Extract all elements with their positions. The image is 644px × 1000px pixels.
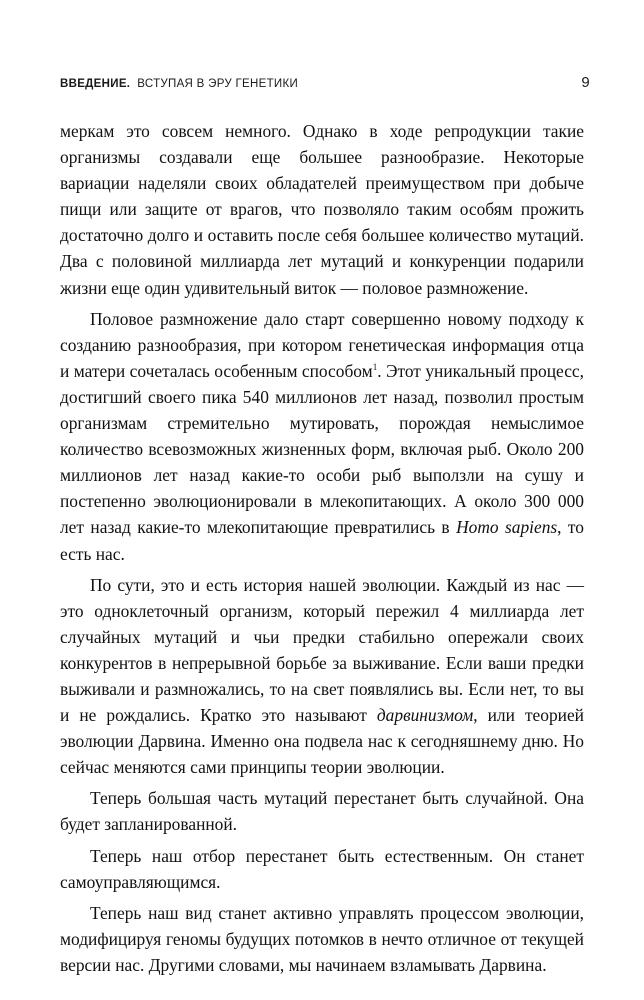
paragraph-5: Теперь наш отбор перестанет быть естественным. Он станет самоуправляющимся. — [60, 845, 584, 892]
body-text — [60, 118, 584, 983]
paragraph-6: Теперь наш вид станет активно управлять процессом эволюции, модифицируя геномы будущих потомков в нечто отличное от текущей версии нас. Другими словами, мы начинаем взламывать Дарвина. — [60, 902, 584, 975]
running-header — [60, 74, 590, 100]
paragraph-2-part-b: . Этот уникальный процесс, достигший своего пика 540 миллионов лет назад, позволил простым организмам стремительно мутировать, порождая немыслимое количество всевозможных жизненных форм, включая рыб. Около 200 миллионов лет назад какие-то особи рыб выползли на сушу и постепенно эволюционировали в млекопитающих. А около 300 000 лет назад какие-то млекопитающие превратились в — [60, 360, 584, 538]
page-number: 9 — [581, 74, 590, 91]
paragraph-2-part-a: Половое размножение дало старт совершенно новому подходу к созданию разнообразия, при котором генетическая информация отца и матери сочеталась особенным способом — [60, 308, 584, 381]
paragraph-1: меркам это совсем немного. Однако в ходе репродукции такие организмы создавали еще большее разнообразие. Некоторые вариации наделяли своих обладателей преимуществом при добыче пищи или защите от врагов, что позволяло таким особям прожить достаточно долго и оставить после себя большее количество мутаций. Два с половиной миллиарда лет мутаций и конкуренции подарили жизни еще один удивительный виток — половое размножение. — [60, 121, 584, 298]
chapter-title: ВСТУПАЯ В ЭРУ ГЕНЕТИКИ — [137, 78, 299, 90]
paragraph-3 — [60, 572, 584, 781]
footnote-marker: 1 — [372, 362, 378, 373]
paragraph-3-part-a: По сути, это и есть история нашей эволюции. Каждый из нас — это одноклеточный организм, который пережил 4 миллиарда лет случайных мутаций и чьи предки стабильно опережали своих конкурентов в непрерывной борьбе за выживание. Если ваши предки выживали и размножались, то на свет появлялись вы. Если нет, то вы и не рождались. Кратко это называют — [60, 574, 584, 726]
italic-term-homo-sapiens: Homo sapiens — [456, 517, 558, 538]
paragraph-4: Теперь большая часть мутаций перестанет быть случайной. Она будет запланированной. — [60, 788, 584, 835]
paragraph-2 — [60, 306, 584, 567]
paragraph-3-part-b: , или теорией эволюции Дарвина. Именно она подвела нас к сегодняшнему дню. Но сейчас меняются сами принципы теории эволюции. — [60, 705, 584, 778]
italic-term-darwinism: дарвинизмом — [376, 705, 474, 726]
paragraph-2-part-c: , то есть нас. — [60, 517, 585, 564]
section-label: ВВЕДЕНИЕ. — [60, 78, 131, 90]
